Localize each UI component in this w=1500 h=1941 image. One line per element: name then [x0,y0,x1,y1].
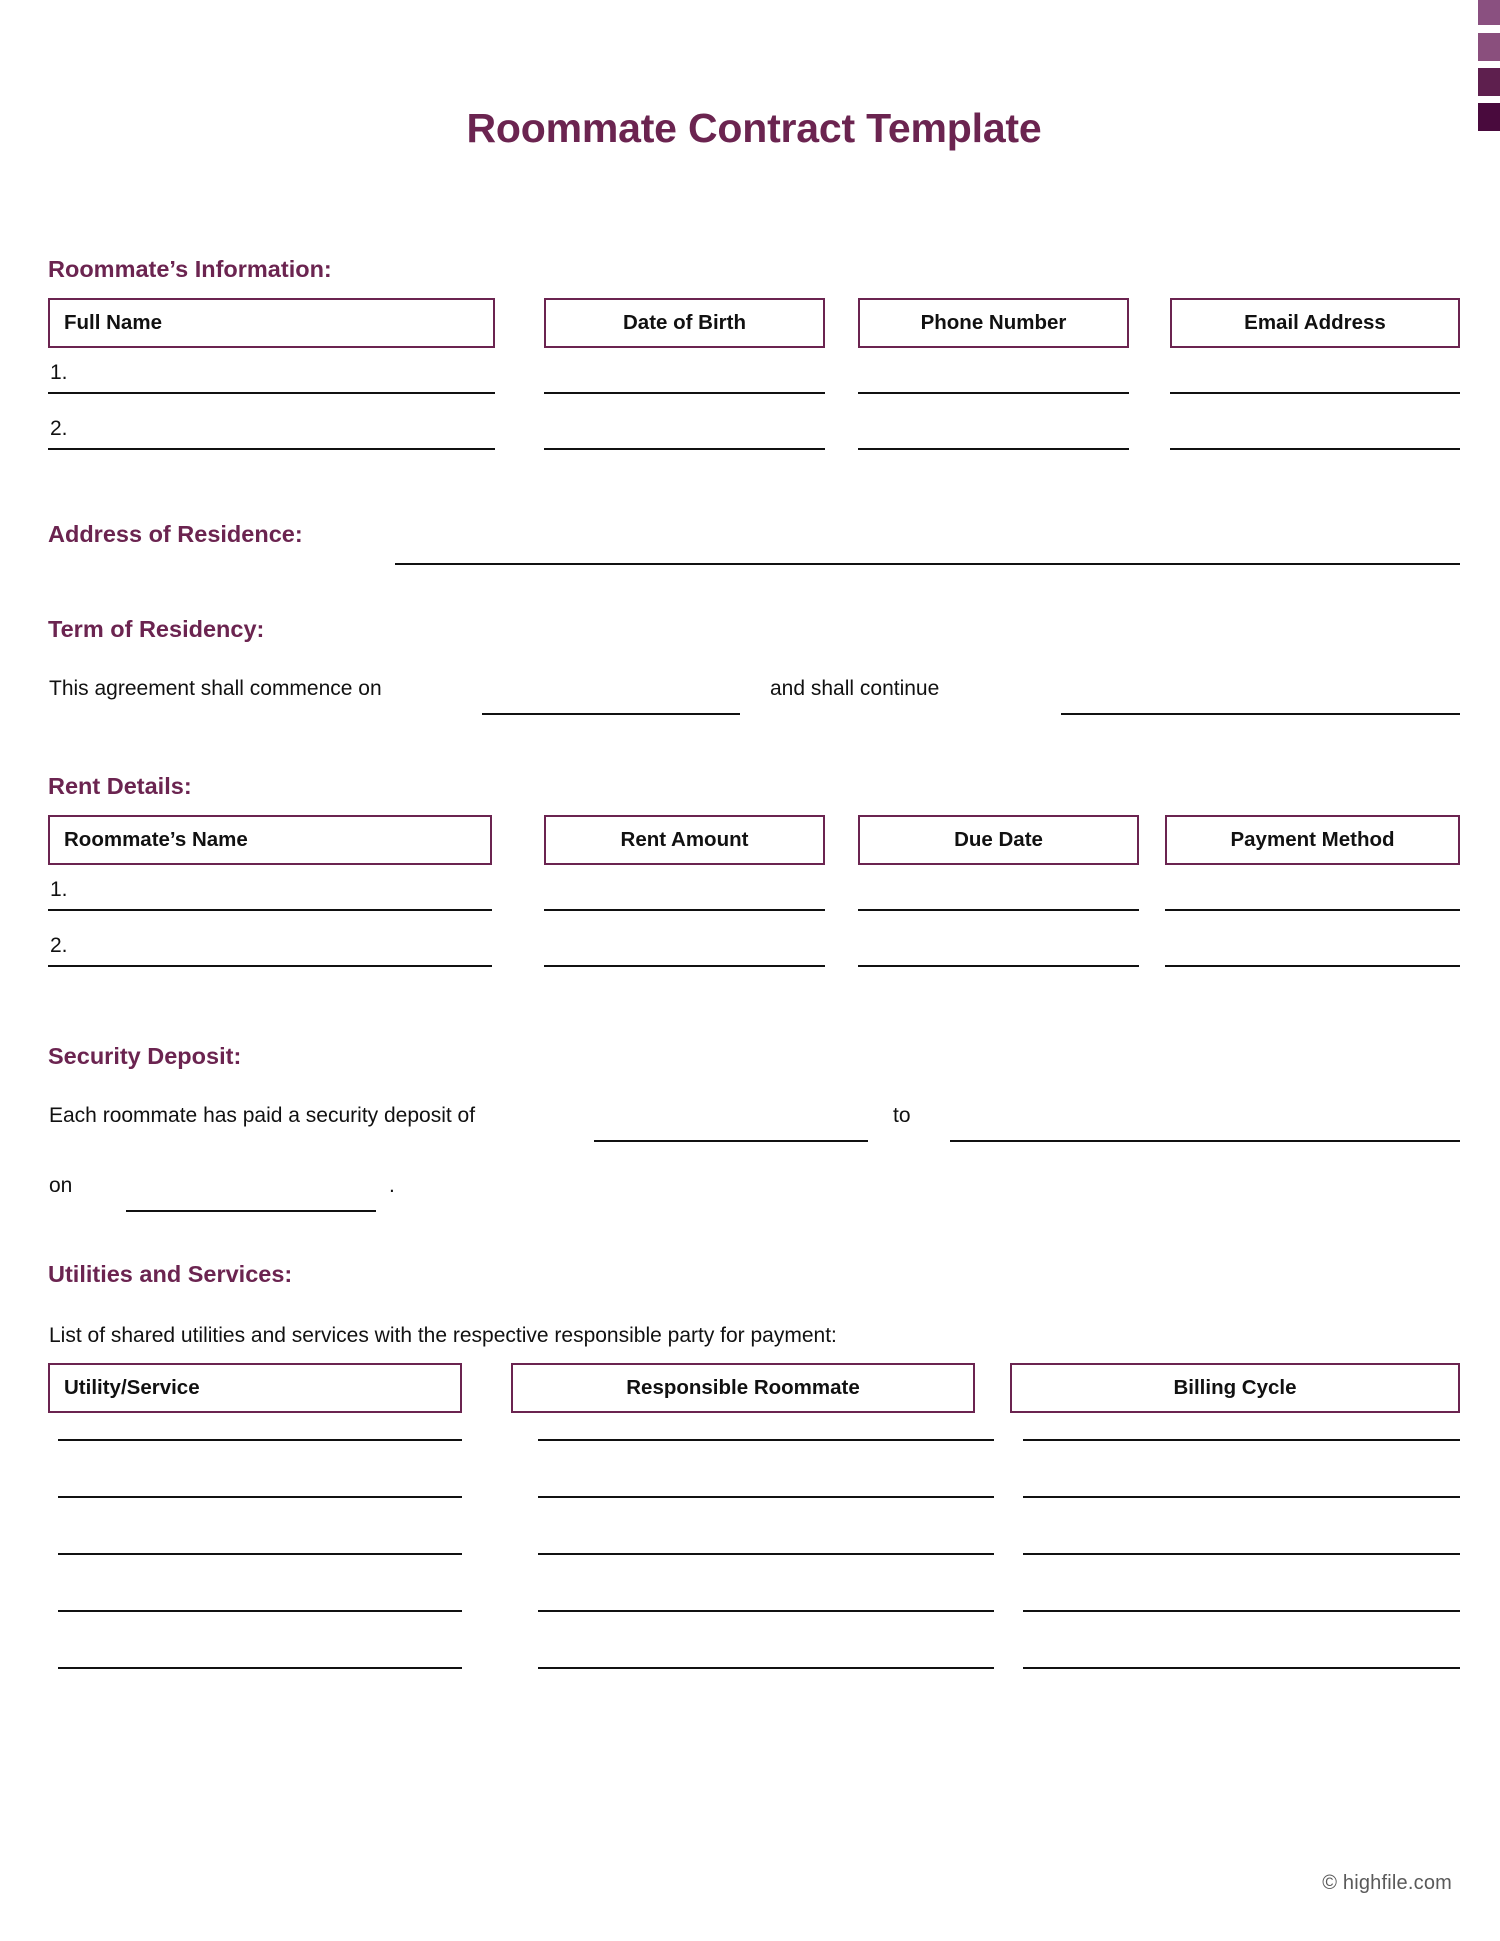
security-deposit-text-to: to [893,1104,911,1127]
corner-decoration [1470,0,1500,140]
column-header-utility-service: Utility/Service [48,1363,462,1413]
field-address-of-residence[interactable] [395,563,1460,565]
field-due-date-1[interactable] [858,909,1139,911]
utilities-and-services-intro: List of shared utilities and services with the respective responsible party for payment: [49,1324,837,1347]
security-deposit-text-on: on [49,1174,73,1197]
field-date-of-birth-1[interactable] [544,392,825,394]
column-header-roommates-name: Roommate’s Name [48,815,492,865]
field-billing-cycle-5[interactable] [1023,1667,1460,1669]
corner-mark-1-icon [1478,0,1500,25]
document-content [48,0,1460,1399]
field-security-deposit-date[interactable] [126,1210,376,1212]
term-of-residency-text-before: This agreement shall commence on [49,677,382,700]
security-deposit-heading: Security Deposit: [48,1043,242,1069]
column-header-full-name: Full Name [48,298,495,348]
field-security-deposit-recipient[interactable] [950,1140,1460,1142]
field-responsible-roommate-1[interactable] [538,1439,994,1441]
address-of-residence-heading: Address of Residence: [48,521,303,547]
row-number: 1. [50,361,68,384]
section-rent-details [48,773,1460,957]
field-responsible-roommate-4[interactable] [538,1610,994,1612]
column-header-date-of-birth: Date of Birth [544,298,825,348]
row-number: 1. [50,878,68,901]
field-email-address-1[interactable] [1170,392,1460,394]
utilities-header-row [48,1363,1460,1413]
column-header-email-address: Email Address [1170,298,1460,348]
field-full-name-2[interactable] [48,448,495,450]
security-deposit-text-before: Each roommate has paid a security deposit of [49,1104,476,1127]
corner-mark-3-icon [1478,68,1500,96]
corner-mark-4-icon [1478,103,1500,131]
field-responsible-roommate-5[interactable] [538,1667,994,1669]
column-header-payment-method: Payment Method [1165,815,1460,865]
field-rent-roommate-name-2[interactable] [48,965,492,967]
field-utility-service-1[interactable] [58,1439,462,1441]
field-rent-amount-1[interactable] [544,909,825,911]
field-billing-cycle-3[interactable] [1023,1553,1460,1555]
field-full-name-1[interactable] [48,392,495,394]
field-utility-service-3[interactable] [58,1553,462,1555]
field-billing-cycle-4[interactable] [1023,1610,1460,1612]
page-title: Roommate Contract Template [466,105,1042,151]
column-header-phone-number: Phone Number [858,298,1129,348]
field-responsible-roommate-2[interactable] [538,1496,994,1498]
field-billing-cycle-1[interactable] [1023,1439,1460,1441]
rent-details-header-row [48,815,1460,865]
roommate-information-heading: Roommate’s Information: [48,256,332,282]
section-roommate-information [48,256,1460,440]
field-payment-method-1[interactable] [1165,909,1460,911]
field-security-deposit-amount[interactable] [594,1140,868,1142]
field-commencement-date[interactable] [482,713,740,715]
field-utility-service-4[interactable] [58,1610,462,1612]
column-header-rent-amount: Rent Amount [544,815,825,865]
field-rent-roommate-name-1[interactable] [48,909,492,911]
field-responsible-roommate-3[interactable] [538,1553,994,1555]
field-date-of-birth-2[interactable] [544,448,825,450]
field-email-address-2[interactable] [1170,448,1460,450]
term-of-residency-text-middle: and shall continue [770,677,940,700]
field-continuation-term[interactable] [1061,713,1460,715]
column-header-responsible-roommate: Responsible Roommate [511,1363,975,1413]
corner-mark-2-icon [1478,33,1500,61]
security-deposit-period: . [389,1174,395,1197]
footer-credit: © highfile.com [1322,1872,1452,1894]
row-number: 2. [50,934,68,957]
term-of-residency-heading: Term of Residency: [48,616,265,642]
field-billing-cycle-2[interactable] [1023,1496,1460,1498]
utilities-and-services-heading: Utilities and Services: [48,1261,293,1287]
field-utility-service-5[interactable] [58,1667,462,1669]
field-phone-number-2[interactable] [858,448,1129,450]
field-utility-service-2[interactable] [58,1496,462,1498]
field-rent-amount-2[interactable] [544,965,825,967]
field-phone-number-1[interactable] [858,392,1129,394]
field-payment-method-2[interactable] [1165,965,1460,967]
roommate-information-header-row [48,298,1460,348]
column-header-due-date: Due Date [858,815,1139,865]
column-header-billing-cycle: Billing Cycle [1010,1363,1460,1413]
row-number: 2. [50,417,68,440]
rent-details-heading: Rent Details: [48,773,192,799]
field-due-date-2[interactable] [858,965,1139,967]
